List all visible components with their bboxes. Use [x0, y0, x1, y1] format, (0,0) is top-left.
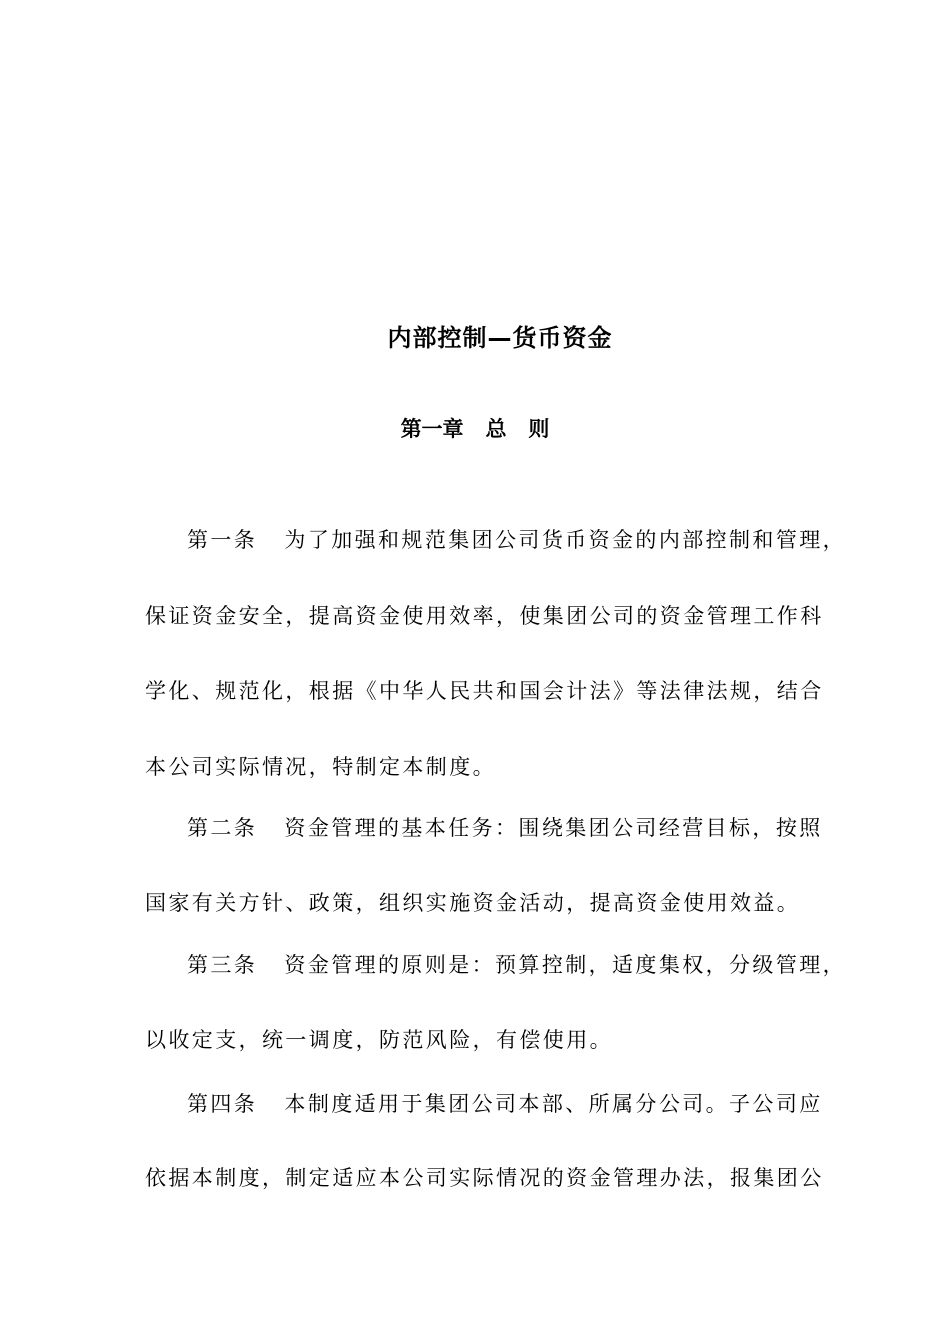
article-1-line-1: 第一条 为了加强和规范集团公司货币资金的内部控制和管理， — [187, 528, 847, 552]
article-3-line-1: 第三条 资金管理的原则是：预算控制，适度集权，分级管理， — [187, 953, 847, 977]
article-1-line-4: 本公司实际情况，特制定本制度。 — [145, 755, 496, 779]
chapter-heading: 第一章 总 则 — [400, 417, 550, 441]
article-2-line-2: 国家有关方针、政策，组织实施资金活动，提高资金使用效益。 — [145, 891, 801, 915]
article-4-line-1: 第四条 本制度适用于集团公司本部、所属分公司。子公司应 — [187, 1092, 823, 1116]
article-1-line-3: 学化、规范化，根据《中华人民共和国会计法》等法律法规，结合 — [145, 679, 824, 703]
article-2-line-1: 第二条 资金管理的基本任务：围绕集团公司经营目标，按照 — [187, 816, 823, 840]
article-1-line-2: 保证资金安全，提高资金使用效率，使集团公司的资金管理工作科 — [145, 604, 824, 628]
article-4-line-2: 依据本制度，制定适应本公司实际情况的资金管理办法，报集团公 — [145, 1166, 824, 1190]
article-3-line-2: 以收定支，统一调度，防范风险，有偿使用。 — [145, 1028, 613, 1052]
document-title: 内部控制—货币资金 — [387, 324, 613, 352]
